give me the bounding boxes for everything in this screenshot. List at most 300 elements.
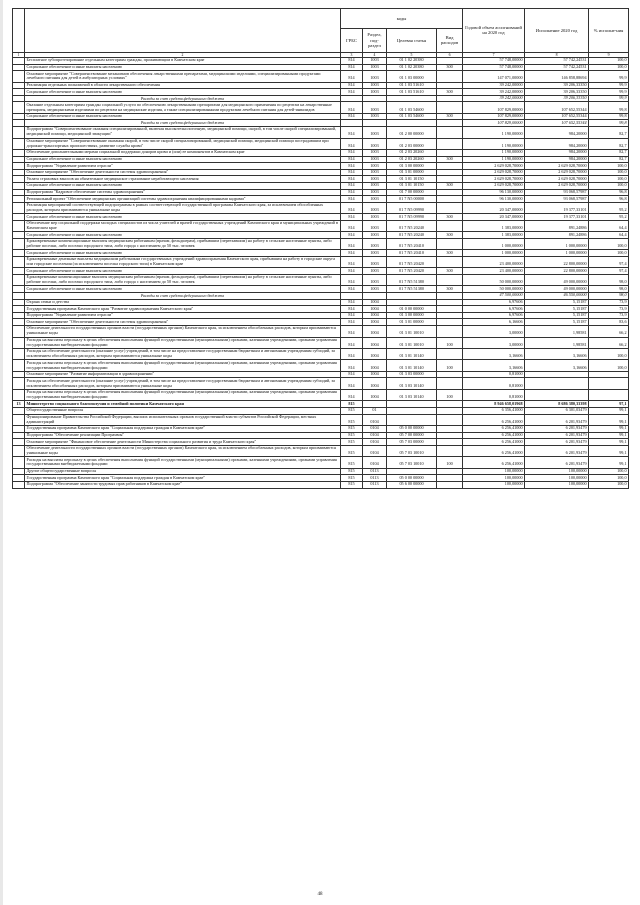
row-name: Единовременные компенсационные выплаты медицинским работникам (врачам, фельдшерам), прибывшим (переехавшим) на работу в сельские населенные пункты, либо рабочие поселки, либо поселки городского типа, либо города с населением до 50 тыс. человек <box>25 238 341 249</box>
row-target-article: 01 7 00 00000 <box>387 189 437 196</box>
row-execution: 2 629 028,70000 <box>525 176 589 183</box>
row-execution: 146 858,88694 <box>525 71 589 82</box>
row-volume: 3,16606 <box>463 360 525 371</box>
table-row <box>13 326 629 337</box>
row-grbs: 814 <box>341 176 363 183</box>
row-percent: 82,7 <box>589 149 629 156</box>
row-number <box>13 475 25 482</box>
row-execution: 984,20000 <box>525 149 589 156</box>
table-row <box>13 176 629 183</box>
table-row <box>13 82 629 89</box>
row-grbs <box>341 120 363 127</box>
row-target-article: 01 1 02 20380 <box>387 64 437 71</box>
row-expense-type <box>437 407 463 414</box>
table-row <box>13 214 629 221</box>
row-grbs: 814 <box>341 138 363 149</box>
row-volume: 57 748,00000 <box>463 64 525 71</box>
row-target-article: 01 1 02 20380 <box>387 57 437 64</box>
header-codes: коды <box>341 9 463 29</box>
row-grbs: 814 <box>341 378 363 389</box>
row-number <box>13 360 25 371</box>
row-target-article: 05 7 03 10010 <box>387 457 437 468</box>
row-grbs: 814 <box>341 196 363 203</box>
row-execution: 1,98581 <box>525 326 589 337</box>
row-volume: 6 256,41000 <box>463 457 525 468</box>
row-volume: 1 000,00000 <box>463 250 525 257</box>
row-volume: 2 629 028,70000 <box>463 169 525 176</box>
row-grbs: 814 <box>341 220 363 231</box>
row-name: Социальное обеспечение и иные выплаты населению <box>25 156 341 163</box>
table-row <box>13 407 629 414</box>
row-name: Региональный проект "Обеспечение медицинских организаций системы здравоохранения квалифицированными кадрами" <box>25 196 341 203</box>
row-number <box>13 348 25 359</box>
row-execution: 6 201,93479 <box>525 425 589 432</box>
table-row <box>13 348 629 359</box>
row-grbs: 814 <box>341 256 363 267</box>
row-section: 1003 <box>363 89 387 96</box>
row-number <box>13 256 25 267</box>
table-row <box>13 196 629 203</box>
row-target-article: 01 3 01 10150 <box>387 182 437 189</box>
row-grbs: 814 <box>341 312 363 319</box>
row-grbs: 815 <box>341 407 363 414</box>
row-volume: 6 256,41000 <box>463 414 525 425</box>
row-target-article <box>387 293 437 300</box>
header-expense-type: Вид расходов <box>437 28 463 52</box>
row-number <box>13 149 25 156</box>
row-section: 1004 <box>363 348 387 359</box>
row-percent: 99,1 <box>589 407 629 414</box>
table-row <box>13 268 629 275</box>
row-expense-type: 100 <box>437 389 463 400</box>
row-target-article: 01 3 03 00000 <box>387 371 437 378</box>
row-name: Государственная программа Камчатского края "Социальная поддержка граждан в Камчатском крае" <box>25 425 341 432</box>
row-execution: 107 652,55344 <box>525 113 589 120</box>
row-expense-type <box>437 256 463 267</box>
row-number <box>13 445 25 456</box>
row-section: 1004 <box>363 378 387 389</box>
row-volume: 50 000,00000 <box>463 275 525 286</box>
row-volume: 0,81000 <box>463 389 525 400</box>
row-execution: 6 301,03479 <box>525 407 589 414</box>
row-grbs: 814 <box>341 360 363 371</box>
row-volume: 6 256,41000 <box>463 439 525 446</box>
row-section: 1003 <box>363 189 387 196</box>
row-percent: 99,1 <box>589 445 629 456</box>
row-name: Социальное обеспечение и иные выплаты населению <box>25 250 341 257</box>
row-percent: 64,4 <box>589 232 629 239</box>
row-percent: 82,7 <box>589 138 629 149</box>
row-expense-type <box>437 95 463 102</box>
row-volume: 39 242,00000 <box>463 95 525 102</box>
row-section: 1004 <box>363 371 387 378</box>
header-grbs: ГРБС <box>341 28 363 52</box>
row-volume: 1 190,00000 <box>463 149 525 156</box>
row-number <box>13 169 25 176</box>
row-expense-type <box>437 378 463 389</box>
row-name: Социальное обеспечение и иные выплаты населению <box>25 268 341 275</box>
row-target-article: 01 1 03 54600 <box>387 102 437 113</box>
row-number <box>13 250 25 257</box>
row-target-article: 05 6 00 00000 <box>387 481 437 488</box>
column-number: 2 <box>25 52 341 57</box>
table-row <box>13 439 629 446</box>
row-number <box>13 268 25 275</box>
row-name: Основное мероприятие "Совершенствование оказания скорой, в том числе скорой специализированной, медицинской помощи, медицинской помощи пострадавшим при дорожно-транспортных происшествиях, развитие службы крови" <box>25 138 341 149</box>
row-execution: 100,00000 <box>525 481 589 488</box>
row-grbs: 814 <box>341 156 363 163</box>
table-header <box>13 9 629 58</box>
row-percent: 95,2 <box>589 214 629 221</box>
row-section: 1003 <box>363 82 387 89</box>
header-section: Раздел, под-раздел <box>363 28 387 52</box>
column-number: 6 <box>437 52 463 57</box>
row-section: 1003 <box>363 169 387 176</box>
row-volume: 47 500,00000 <box>463 293 525 300</box>
row-number <box>13 196 25 203</box>
row-volume: 23 400,00000 <box>463 268 525 275</box>
row-volume: 1 383,00000 <box>463 220 525 231</box>
row-execution: 984,20000 <box>525 127 589 138</box>
row-execution: 3,16606 <box>525 348 589 359</box>
row-percent: 99,1 <box>589 414 629 425</box>
row-volume: 20 347,00000 <box>463 202 525 213</box>
table-row <box>13 414 629 425</box>
row-section: 1003 <box>363 138 387 149</box>
row-grbs: 815 <box>341 475 363 482</box>
table-row <box>13 250 629 257</box>
row-grbs: 814 <box>341 169 363 176</box>
row-grbs: 815 <box>341 401 363 408</box>
table-row <box>13 389 629 400</box>
row-volume: 2 629 028,70000 <box>463 176 525 183</box>
row-number <box>13 220 25 231</box>
table-row <box>13 275 629 286</box>
row-name: Обеспечение дополнительными мерами социальной поддержки доноров крови и (или) ее компонентов в Камчатском крае <box>25 149 341 156</box>
row-target-article: 01 3 03 10140 <box>387 389 437 400</box>
row-number <box>13 306 25 313</box>
row-section: 1004 <box>363 326 387 337</box>
row-section: 0104 <box>363 425 387 432</box>
row-expense-type: 300 <box>437 113 463 120</box>
row-execution: 6 201,93479 <box>525 439 589 446</box>
row-number <box>13 238 25 249</box>
row-number <box>13 232 25 239</box>
row-grbs: 814 <box>341 238 363 249</box>
row-target-article: 01 1 03 00000 <box>387 71 437 82</box>
row-number <box>13 57 25 64</box>
row-number <box>13 176 25 183</box>
row-expense-type <box>437 445 463 456</box>
row-expense-type <box>437 312 463 319</box>
row-section <box>363 95 387 102</box>
row-execution: 93 068,57987 <box>525 196 589 203</box>
row-execution: 49 000,00000 <box>525 286 589 293</box>
row-expense-type: 300 <box>437 89 463 96</box>
row-name: Подпрограмма "Управление развитием отрасли" <box>25 163 341 170</box>
row-grbs: 814 <box>341 89 363 96</box>
row-volume: 1 000,00000 <box>463 238 525 249</box>
row-name: Оказание отдельным категориям граждан социальной услуги по обеспечению лекарственными препаратами для медицинского применения по рецептам на лекарственные препараты, медицинскими изделиями по рецептам на медицинские изделия, а также специализированными продуктами лечебного питания для детей-инвалидов <box>25 102 341 113</box>
row-percent <box>589 389 629 400</box>
row-name: Реализация отдельных полномочий в области лекарственного обеспечения <box>25 82 341 89</box>
row-volume: 0,81000 <box>463 378 525 389</box>
row-execution: 5,15187 <box>525 312 589 319</box>
row-execution: 6 201,93479 <box>525 432 589 439</box>
row-name: Основное мероприятие "Финансовое обеспечение деятельности Министерства социального развития и труда Камчатского края" <box>25 439 341 446</box>
row-number <box>13 414 25 425</box>
row-percent: 82,7 <box>589 127 629 138</box>
row-percent: 99,1 <box>589 425 629 432</box>
column-number: 1 <box>13 52 25 57</box>
table-row <box>13 71 629 82</box>
row-expense-type: 300 <box>437 250 463 257</box>
row-name: Министерство социального благополучия и семейной политики Камчатского края <box>25 401 341 408</box>
row-percent: 100,0 <box>589 468 629 475</box>
row-name: Социальное обеспечение и иные выплаты населению <box>25 182 341 189</box>
row-expense-type <box>437 163 463 170</box>
row-execution: 6 201,93479 <box>525 445 589 456</box>
row-section: 1003 <box>363 113 387 120</box>
row-target-article: 01 1 03 54600 <box>387 113 437 120</box>
header-volume: Годовой объем ассигнований на 2020 год <box>463 9 525 53</box>
row-volume: 39 242,00000 <box>463 82 525 89</box>
row-section: 0104 <box>363 432 387 439</box>
row-percent: 100,0 <box>589 64 629 71</box>
row-target-article: 01 3 03 10140 <box>387 378 437 389</box>
table-row <box>13 182 629 189</box>
row-target-article: 01 2 03 20260 <box>387 156 437 163</box>
row-volume: 3,16606 <box>463 348 525 359</box>
row-volume: 50 000,00000 <box>463 286 525 293</box>
row-name: Другие общегосударственные вопросы <box>25 468 341 475</box>
table-row <box>13 220 629 231</box>
table-row <box>13 360 629 371</box>
row-execution <box>525 378 589 389</box>
row-section: 1003 <box>363 256 387 267</box>
row-section: 1003 <box>363 176 387 183</box>
row-name: Охрана семьи и детства <box>25 299 341 306</box>
row-percent: 73,9 <box>589 299 629 306</box>
table-row <box>13 425 629 432</box>
row-target-article: 01 1 03 51610 <box>387 82 437 89</box>
row-grbs: 815 <box>341 432 363 439</box>
row-execution: 3,16606 <box>525 360 589 371</box>
row-execution: 22 800,00000 <box>525 268 589 275</box>
row-grbs: 814 <box>341 113 363 120</box>
row-grbs: 814 <box>341 232 363 239</box>
row-section: 1003 <box>363 156 387 163</box>
row-section: 0113 <box>363 481 387 488</box>
row-expense-type <box>437 238 463 249</box>
row-expense-type <box>437 348 463 359</box>
row-execution <box>525 389 589 400</box>
row-execution: 19 377,33101 <box>525 214 589 221</box>
table-row <box>13 371 629 378</box>
row-percent: 98,0 <box>589 286 629 293</box>
row-name: Социальное обеспечение и иные выплаты населению <box>25 214 341 221</box>
row-percent: 97,4 <box>589 268 629 275</box>
row-number <box>13 371 25 378</box>
row-name: Расходы на выплаты персоналу в целях обеспечения выполнения функций государственными (муниципальными) органами, казенными учреждениями, органами управления государственными внебюджетными фондами <box>25 389 341 400</box>
row-target-article: 05 7 03 10010 <box>387 445 437 456</box>
row-percent: 97,4 <box>589 256 629 267</box>
row-section: 1003 <box>363 182 387 189</box>
row-grbs: 814 <box>341 64 363 71</box>
row-execution: 57 742,24531 <box>525 57 589 64</box>
row-target-article: 01 7 N5 51380 <box>387 286 437 293</box>
row-number <box>13 113 25 120</box>
row-percent: 66,2 <box>589 326 629 337</box>
table-row <box>13 468 629 475</box>
row-volume: 96 130,00000 <box>463 189 525 196</box>
row-target-article: 01 7 N5 09990 <box>387 202 437 213</box>
row-section: 1003 <box>363 196 387 203</box>
row-grbs: 814 <box>341 149 363 156</box>
row-target-article: 05 7 03 00000 <box>387 439 437 446</box>
row-volume: 6 256,41000 <box>463 445 525 456</box>
row-number <box>13 127 25 138</box>
row-name: Социальное обеспечение и иные выплаты населению <box>25 232 341 239</box>
row-section: 1003 <box>363 268 387 275</box>
row-number <box>13 299 25 306</box>
row-volume: 1 190,00000 <box>463 156 525 163</box>
row-expense-type: 300 <box>437 286 463 293</box>
row-name: Основное мероприятие "Обеспечение деятельности системы здравоохранения" <box>25 319 341 326</box>
row-percent: 98,0 <box>589 275 629 286</box>
row-section: 1003 <box>363 57 387 64</box>
row-name: Подпрограмма "Совершенствование оказания специализированной, включая высокотехнологичную, медицинской помощи, скорой, в том числе скорой специализированной, медицинской помощи, медицинской эвакуации" <box>25 127 341 138</box>
row-grbs: 814 <box>341 268 363 275</box>
row-target-article <box>387 401 437 408</box>
row-target-article: 05 7 00 00000 <box>387 432 437 439</box>
row-expense-type <box>437 425 463 432</box>
row-name: Обеспечение деятельности государственных органов власти (государственных органов) Камчатского края, за исключением обособленных расходов, которым присваиваются уникальные коды <box>25 326 341 337</box>
row-number <box>13 64 25 71</box>
row-expense-type <box>437 196 463 203</box>
row-name: Подпрограмма "Управление развитием отрасли" <box>25 312 341 319</box>
row-name: Функционирование Правительства Российской Федерации, высших исполнительных органов государственной власти субъектов Российской Федерации, местных администраций <box>25 414 341 425</box>
row-number <box>13 71 25 82</box>
row-grbs: 815 <box>341 425 363 432</box>
row-expense-type <box>437 439 463 446</box>
table-row <box>13 286 629 293</box>
row-expense-type: 300 <box>437 64 463 71</box>
row-volume: 6,16606 <box>463 319 525 326</box>
row-expense-type <box>437 319 463 326</box>
table-row <box>13 113 629 120</box>
row-name: Расходы на выплаты персоналу в целях обеспечения выполнения функций государственными (муниципальными) органами, казенными учреждениями, органами управления государственными внебюджетными фондами <box>25 337 341 348</box>
header-execution: Исполнение 2020 год <box>525 9 589 53</box>
table-row <box>13 306 629 313</box>
table-row <box>13 293 629 300</box>
row-percent: 97,1 <box>589 401 629 408</box>
row-name: Реализация мероприятий соответствующей подпрограммы в рамках соответствующей государственной программы Камчатского края, за исключением обособленных расходов, которым присваиваются уникальные коды <box>25 202 341 213</box>
table-row <box>13 312 629 319</box>
row-volume: 8 946 658,01968 <box>463 401 525 408</box>
row-grbs: 814 <box>341 306 363 313</box>
row-percent: 100,0 <box>589 57 629 64</box>
row-target-article: 01 2 03 00000 <box>387 138 437 149</box>
row-target-article <box>387 120 437 127</box>
row-expense-type <box>437 120 463 127</box>
row-expense-type: 300 <box>437 156 463 163</box>
row-number <box>13 319 25 326</box>
row-target-article: 01 3 01 10150 <box>387 176 437 183</box>
row-target-article: 01 0 00 00000 <box>387 306 437 313</box>
row-section <box>363 120 387 127</box>
row-section <box>363 293 387 300</box>
column-number: 8 <box>525 52 589 57</box>
row-expense-type: 100 <box>437 457 463 468</box>
row-name: Подпрограмма "Обеспечение занятости трудовых прав работников в Камчатском крае" <box>25 481 341 488</box>
row-section: 0104 <box>363 457 387 468</box>
row-target-article: 01 3 00 00000 <box>387 163 437 170</box>
row-number <box>13 182 25 189</box>
row-number <box>13 389 25 400</box>
row-expense-type <box>437 481 463 488</box>
row-percent: 96,8 <box>589 196 629 203</box>
row-volume: 6,97606 <box>463 299 525 306</box>
row-section: 0113 <box>363 468 387 475</box>
column-number: 7 <box>463 52 525 57</box>
row-expense-type <box>437 299 463 306</box>
row-grbs: 814 <box>341 102 363 113</box>
row-target-article: 01 3 01 00000 <box>387 319 437 326</box>
row-expense-type: 300 <box>437 268 463 275</box>
row-section: 1003 <box>363 214 387 221</box>
column-number: 9 <box>589 52 629 57</box>
header-percent: % исполне-ния <box>589 9 629 53</box>
row-number <box>13 286 25 293</box>
row-section: 1004 <box>363 306 387 313</box>
row-number <box>13 432 25 439</box>
row-name: Государственная программа Камчатского края "Социальная поддержка граждан в Камчатском крае" <box>25 475 341 482</box>
row-volume: 107 829,00000 <box>463 120 525 127</box>
row-execution: 8 686 380,33398 <box>525 401 589 408</box>
row-grbs: 814 <box>341 250 363 257</box>
row-expense-type <box>437 176 463 183</box>
row-volume: 57 748,00000 <box>463 57 525 64</box>
row-expense-type <box>437 432 463 439</box>
row-expense-type: 300 <box>437 182 463 189</box>
row-volume: 107 829,00000 <box>463 113 525 120</box>
budget-execution-table <box>12 8 629 489</box>
row-name: Обеспечение мер социальной поддержки молодых специалистов из числа учителей и врачей государственных учреждений Камчатского края и муниципальных учреждений в Камчатском крае <box>25 220 341 231</box>
row-name: Общегосударственные вопросы <box>25 407 341 414</box>
row-grbs: 814 <box>341 163 363 170</box>
row-percent: 100,0 <box>589 250 629 257</box>
row-volume: 39 242,00000 <box>463 89 525 96</box>
row-percent <box>589 378 629 389</box>
row-grbs: 815 <box>341 457 363 468</box>
row-expense-type <box>437 475 463 482</box>
row-number <box>13 407 25 414</box>
row-percent: 96,8 <box>589 189 629 196</box>
row-grbs: 814 <box>341 202 363 213</box>
row-number <box>13 120 25 127</box>
row-section: 1003 <box>363 275 387 286</box>
row-name: Расходы за счет средств федерального бюджета <box>25 120 341 127</box>
row-target-article: 05 0 00 00000 <box>387 425 437 432</box>
row-name: Единовременные денежные выплаты медицинским работникам государственных учреждений здравоохранения Камчатского края, прибывшим на работу в городские округа или городские поселения (за исключением поселка городского типа) в Камчатском крае <box>25 256 341 267</box>
row-execution: 39 206,33350 <box>525 89 589 96</box>
row-percent: 100,0 <box>589 169 629 176</box>
table-row <box>13 256 629 267</box>
row-percent: 64,4 <box>589 220 629 231</box>
row-percent: 73,9 <box>589 312 629 319</box>
row-expense-type: 300 <box>437 214 463 221</box>
